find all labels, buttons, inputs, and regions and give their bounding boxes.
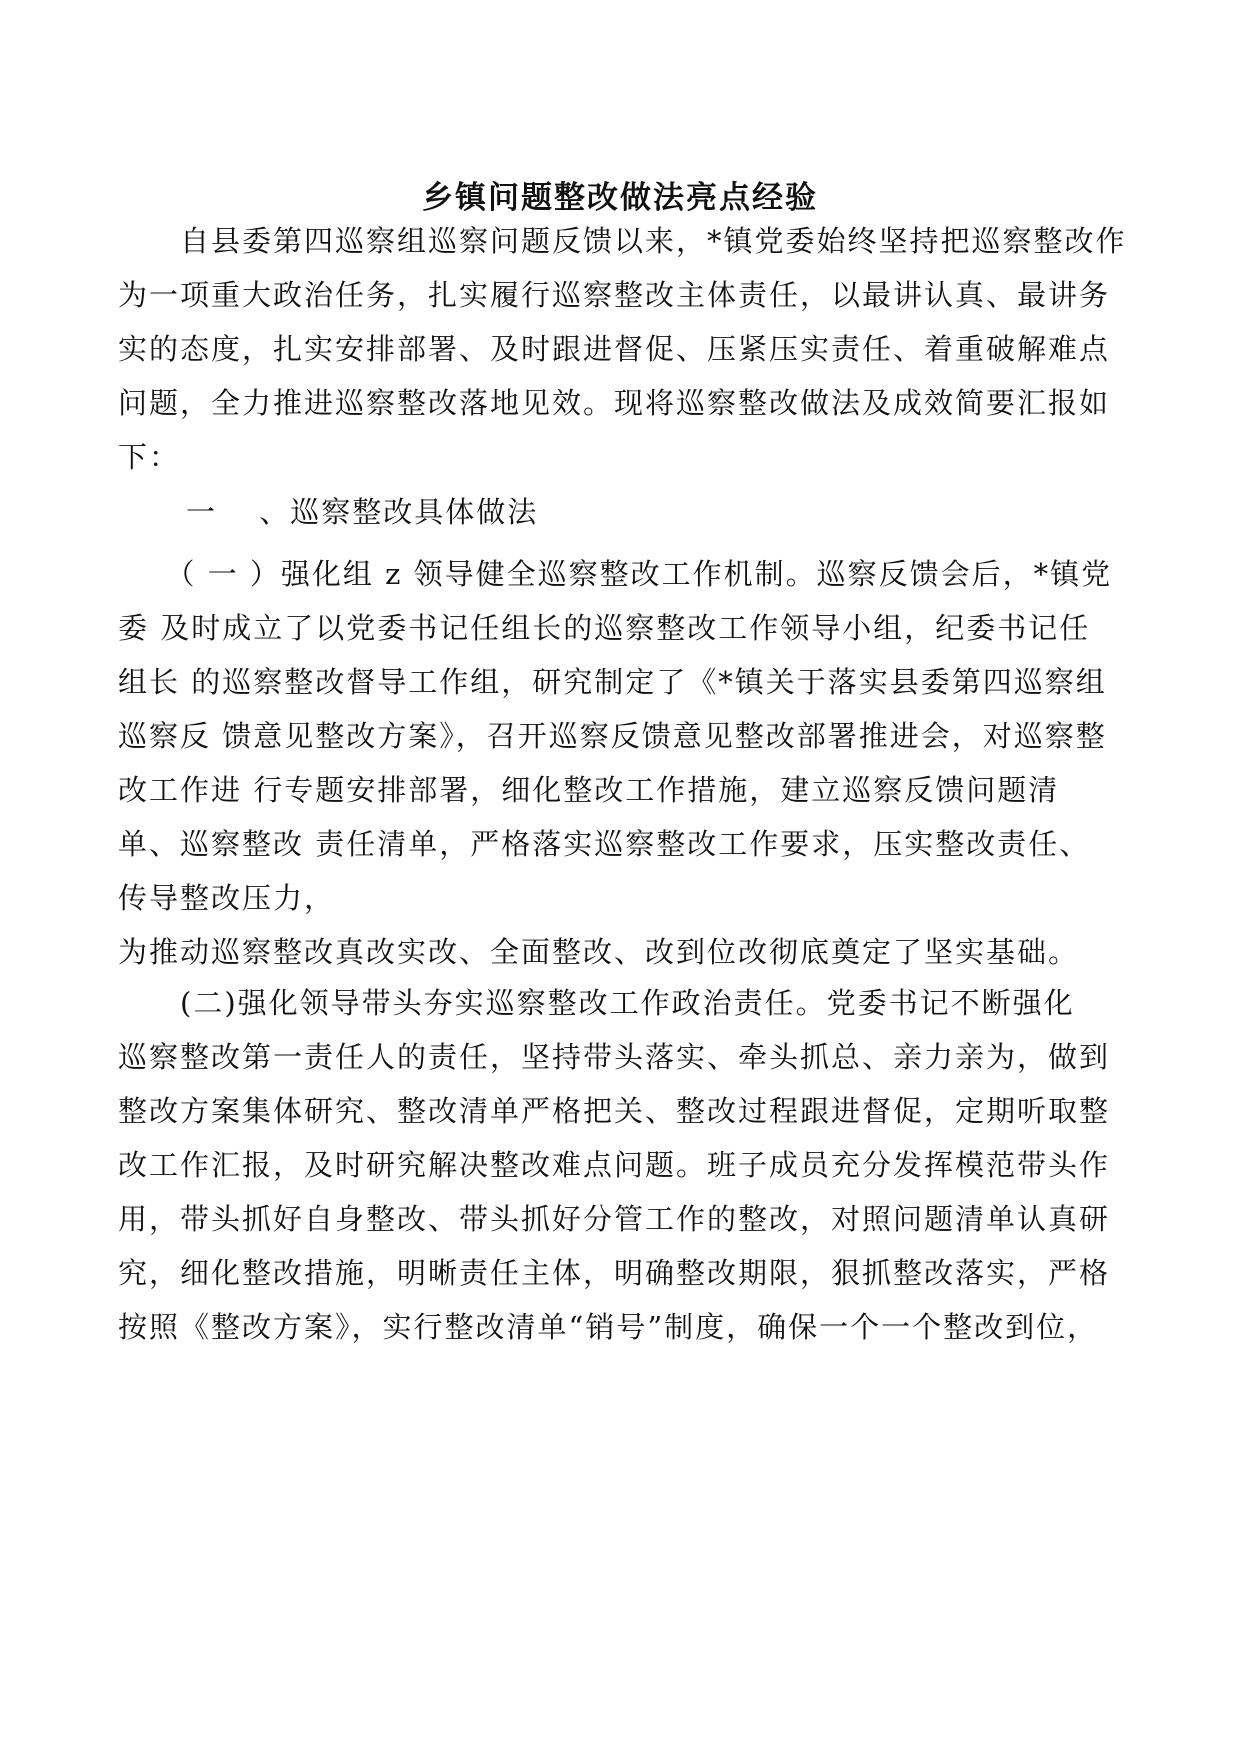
section-heading: 一 、巡察整改具体做法 xyxy=(186,495,539,529)
text-line: 巡察整改第一责任人的责任，坚持带头落实、牵头抓总、亲力亲为，做到 xyxy=(118,1040,1111,1074)
text-line: 组长 的巡察整改督导工作组，研究制定了《*镇关于落实县委第四巡察组 xyxy=(118,665,1107,699)
text-line: 委 及时成立了以党委书记任组长的巡察整改工作领导小组，纪委书记任 xyxy=(118,611,1091,645)
paragraph-1 xyxy=(118,547,1128,979)
text-line: 巡察反 馈意见整改方案》，召开巡察反馈意见整改部署推进会，对巡察整 xyxy=(118,719,1107,753)
text-line: 改工作进 行专题安排部署，细化整改工作措施，建立巡察反馈问题清 xyxy=(118,773,1060,807)
paragraph-2 xyxy=(118,976,1128,1354)
text-line: 为推动巡察整改真改实改、全面整改、改到位改彻底奠定了坚实基础。 xyxy=(118,935,1080,969)
text-line: 整改方案集体研究、整改清单严格把关、整改过程跟进督促，定期听取整 xyxy=(118,1094,1111,1128)
document-title: 乡镇问题整改做法亮点经验 xyxy=(422,180,818,216)
text-line: 下： xyxy=(118,440,181,474)
text-line: (二)强化领导带头夯实巡察整改工作政治责任。党委书记不断强化 xyxy=(118,986,1075,1020)
text-line: 单、巡察整改 责任清单，严格落实巡察整改工作要求，压实整改责任、 xyxy=(118,827,1091,861)
intro-paragraph xyxy=(118,214,1128,484)
text-line: 改工作汇报，及时研究解决整改难点问题。班子成员充分发挥模范带头作 xyxy=(118,1148,1111,1182)
text-line: 实的态度，扎实安排部署、及时跟进督促、压紧压实责任、着重破解难点 xyxy=(118,332,1111,366)
text-line: 问题，全力推进巡察整改落地见效。现将巡察整改做法及成效简要汇报如 xyxy=(118,386,1111,420)
text-line: （ 一 ）强化组 z 领导健全巡察整改工作机制。巡察反馈会后，*镇党 xyxy=(118,557,1113,591)
text-line: 为一项重大政治任务，扎实履行巡察整改主体责任，以最讲认真、最讲务 xyxy=(118,278,1111,312)
text-line: 用，带头抓好自身整改、带头抓好分管工作的整改，对照问题清单认真研 xyxy=(118,1202,1111,1236)
text-line: 传导整改压力， xyxy=(118,881,336,915)
text-line: 究，细化整改措施，明晰责任主体，明确整改期限，狠抓整改落实，严格 xyxy=(118,1256,1111,1290)
text-line: 自县委第四巡察组巡察问题反馈以来，*镇党委始终坚持把巡察整改作 xyxy=(118,224,1127,258)
text-line: 按照《整改方案》，实行整改清单“销号”制度，确保一个一个整改到位， xyxy=(118,1310,1099,1344)
